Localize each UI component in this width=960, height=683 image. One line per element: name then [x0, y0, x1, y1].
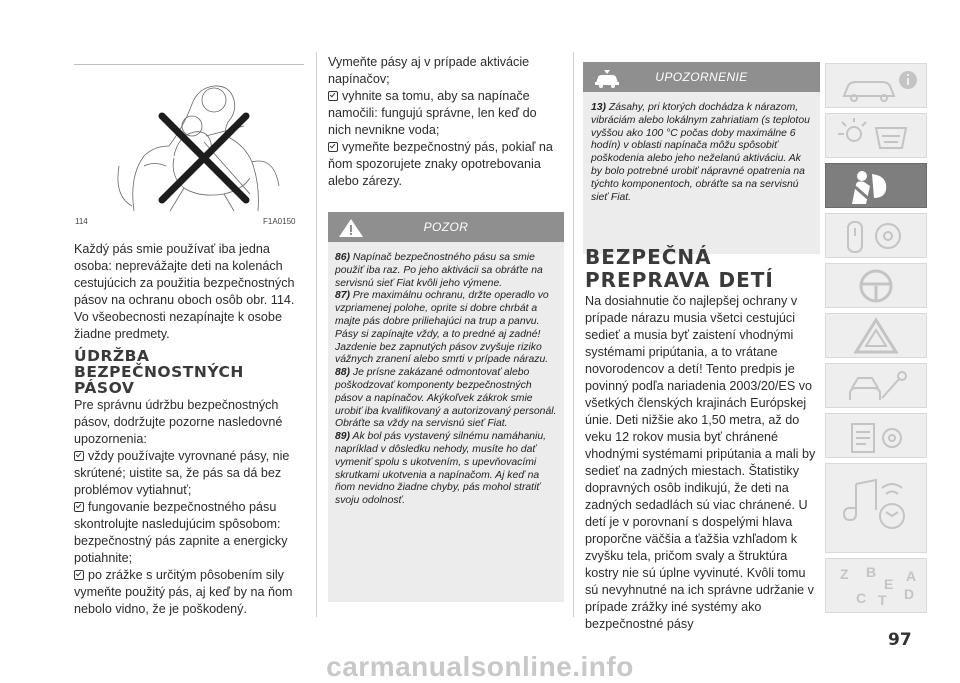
chapter-tab-dashboard[interactable] — [825, 113, 927, 158]
heading-line: BEZPEČNOSTNÝCH — [74, 363, 244, 381]
multimedia-icon — [826, 464, 928, 554]
warning-item-number: 86) — [335, 252, 351, 263]
index-letter: B — [866, 564, 877, 580]
warning-triangle-icon — [826, 314, 928, 359]
warning-item-text: Ak bol pás vystavený silnému namáhaniu, napríklad v dôsledku nehody, musíte ho dať vymeniť spolu s ukotvením, s upevňovacími skrutkami ukotvenia a napínačom. Aj keď na ňom nevidno žiadne chyby, pás mohol stratiť svoju odolnosť. — [335, 431, 547, 507]
technical-data-icon — [826, 414, 928, 459]
chapter-tab-emergency[interactable] — [825, 313, 927, 358]
bullet-item — [74, 448, 306, 499]
checkbox-bullet-icon — [74, 451, 84, 461]
checkbox-bullet-icon — [328, 91, 338, 101]
bullet-item — [328, 139, 560, 190]
bullet-text: vyhnite sa tomu, aby sa napínače namočili: fungujú správne, len keď do nich nevnikne voda; — [328, 89, 537, 137]
warning-item-number: 87) — [335, 290, 351, 302]
chapter-tab-multimedia[interactable] — [825, 463, 927, 553]
column-divider-1 — [316, 52, 317, 617]
column-divider-2 — [573, 52, 574, 617]
warning-item-number: 89) — [335, 431, 351, 443]
chapter-tab-safety[interactable] — [825, 163, 927, 208]
bullet-item — [74, 499, 306, 567]
chapter-tab-driving[interactable] — [825, 263, 927, 308]
warning-item — [335, 367, 561, 431]
chapter-tab-index[interactable] — [825, 558, 927, 613]
note-text: Zásahy, pri ktorých dochádza k nárazom, vibráciám alebo lokálnym zahriatiam (s teplotou vyššou ako 100 °C počas doby maximálne 6 hodín) v oblasti napínača môžu spôsobiť poškodenia alebo jeho neželanú aktiváciu. Ak by bolo potrebné urobiť nápravné opatrenia na týchto komponentoch, obráťte sa na servisnú sieť Fiat. — [591, 102, 810, 203]
steering-wheel-icon — [826, 264, 928, 309]
child-on-lap-illustration — [74, 66, 304, 216]
checkbox-bullet-icon — [74, 502, 84, 512]
section-heading-maintenance — [74, 348, 306, 396]
paragraph: Pre správnu údržbu bezpečnostných pásov, dodržujte pozorne nasledovné upozornenia: — [74, 398, 283, 446]
warning-item — [335, 252, 561, 290]
bullet-item — [328, 88, 560, 139]
chapter-tab-maintenance[interactable] — [825, 363, 927, 408]
index-letter: C — [856, 590, 867, 606]
warning-item-number: 88) — [335, 367, 351, 379]
index-letter: Z — [840, 566, 849, 582]
checkbox-bullet-icon — [74, 570, 84, 580]
heading-line: BEZPEČNÁ — [585, 245, 712, 269]
page-number: 97 — [888, 630, 912, 650]
col2-body — [328, 54, 560, 190]
bullet-text: vždy používajte vyrovnané pásy, nie skrútené; uistite sa, že pás sa dá bez problémov vytiahnuť; — [74, 449, 290, 497]
note-title: UPOZORNENIE — [655, 70, 748, 84]
warning-content — [335, 252, 561, 508]
col1-intro: Každý pás smie používať iba jedna osoba: neprevážajte deti na kolenách cestujúcich za použitia bezpečnostných pásov na ochranu oboch osôb obr. 114. Vo všeobecnosti nezapínajte k osobe žiadne predmety. — [74, 242, 295, 341]
figure-number: 114 — [75, 217, 88, 226]
section-heading-child-transport — [585, 246, 815, 292]
figure-code: F1A0150 — [263, 217, 296, 226]
top-rule-col1 — [74, 64, 304, 65]
note-header — [583, 62, 820, 92]
paragraph: Vymeňte pásy aj v prípade aktivácie napínačov; — [328, 55, 530, 86]
safety-airbag-icon — [826, 164, 928, 209]
index-az-icon — [826, 559, 928, 614]
watermark: carmanualsonline.info — [326, 651, 634, 682]
warning-title: POZOR — [423, 220, 469, 234]
warning-item-text: Napínač bezpečnostného pásu sa smie použiť iba raz. Po jeho aktivácii sa obráťte na servisnú sieť Fiat kvôli jeho výmene. — [335, 252, 543, 289]
col1-body — [74, 397, 306, 618]
chapter-tab-technical-data[interactable] — [825, 413, 927, 458]
index-letter: A — [906, 568, 917, 584]
index-letter: T — [878, 592, 887, 608]
col3-body: Na dosiahnutie čo najlepšej ochrany v prípade nárazu musia všetci cestujúci sedieť a musia byť zaistení vhodnými systémami pripútania, a to vrátane novorodencov a detí! Tento predpis je povinný podľa nariadenia 2003/20/ES vo všetkých členských krajinách Európskej únie. Deti nižšie ako 1,50 metra, až do veku 12 rokov musia byť chránené vhodnými systémami pripútania a mali by sedieť na zadných miestach. Štatistiky dopravných osôb indikujú, že deti na zadných sedadlách sú viac chránené. U detí je v porovnaní s dospelými hlava proporčne väčšia a ťažšia vzhľadom k zvyšku tela, pričom svaly a štruktúra kostry nie sú úplne vyvinuté. Kvôli tomu sú nevyhnutné na ich správne udržanie v prípade zrážky iné systémy ako bezpečnostné pásy — [585, 294, 816, 631]
note-content — [591, 102, 813, 204]
index-letter: D — [904, 586, 915, 602]
warning-box-pozor — [328, 212, 564, 602]
note-box-upozornenie — [583, 62, 820, 254]
heading-line: PREPRAVA DETÍ — [585, 268, 774, 292]
service-wrench-icon — [826, 364, 928, 409]
chapter-tab-car-info[interactable] — [825, 63, 927, 108]
bullet-text: fungovanie bezpečnostného pásu skontrolujte nasledujúcim spôsobom: bezpečnostný pás zapnite a energicky potiahnite; — [74, 500, 288, 565]
warning-item-text: Je prísne zakázané odmontovať alebo poškodzovať komponenty bezpečnostných pásov a napínačov. Akýkoľvek zákrok smie urobiť iba kvalifikovaný a autorizovaný personál. Obráťte sa vždy na servisnú sieť Fiat. — [335, 367, 557, 430]
heading-line: ÚDRŽBA — [74, 347, 150, 365]
bullet-item — [74, 567, 306, 618]
dashboard-lights-icon — [826, 114, 928, 159]
key-start-icon — [826, 214, 928, 259]
checkbox-bullet-icon — [328, 142, 338, 152]
figure-114 — [74, 66, 304, 216]
warning-item — [335, 431, 561, 508]
car-info-icon — [826, 64, 928, 109]
warning-header — [328, 212, 564, 242]
bullet-text: po zrážke s určitým pôsobením sily vymeňte použitý pás, aj keď by na ňom nebolo vidno, že je poškodený. — [74, 568, 293, 616]
bullet-text: vymeňte bezpečnostný pás, pokiaľ na ňom spozorujete znaky opotrebovania alebo zárezy. — [328, 140, 553, 188]
warning-item — [335, 290, 561, 367]
note-number: 13) — [591, 102, 607, 113]
heading-line: PÁSOV — [74, 379, 135, 397]
index-letter: E — [884, 576, 894, 592]
warning-item-text: Pre maximálnu ochranu, držte operadlo vo vzpriamenej polohe, oprite si dobre chrbát a majte pás dobre priliehajúci na trup a panvu. Pásy si zapínajte vždy, a to predné aj zadné! Jazdenie bez zapnutých pásov zvyšuje riziko vážnych zranení alebo smrti v prípade nárazu. — [335, 290, 549, 366]
chapter-tab-start[interactable] — [825, 213, 927, 258]
